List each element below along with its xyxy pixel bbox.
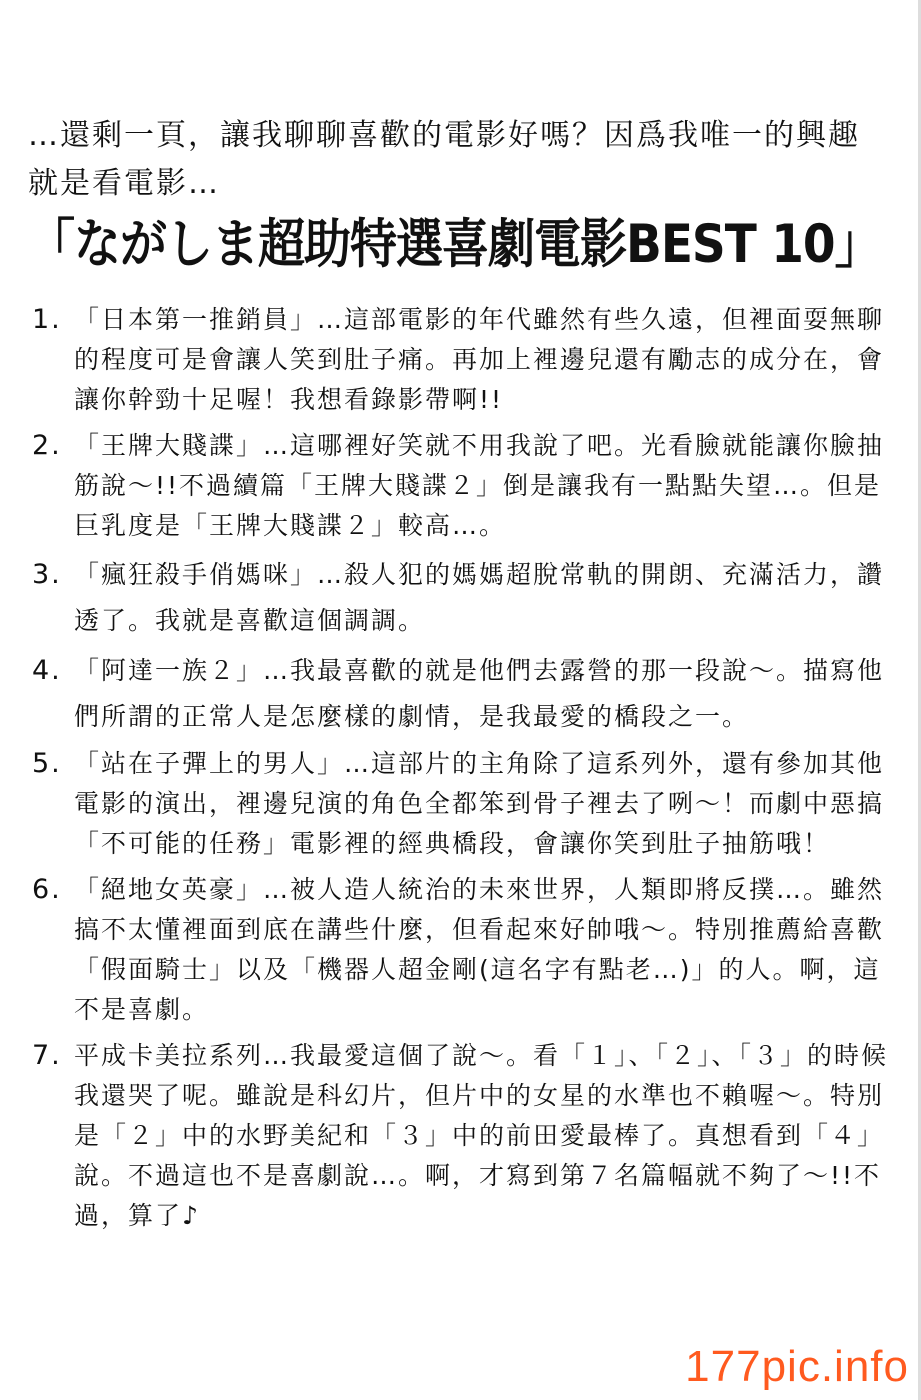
item-text: 「王牌大賤諜」…這哪裡好笑就不用我說了吧。光看臉就能讓你臉抽筋說～!!不過續篇「王牌大賤諜２」倒是讓我有一點點失望…。但是巨乳度是「王牌大賤諜２」較高…。 [74,431,885,540]
item-number: 4. [32,655,62,686]
item-text: 「阿達一族２」…我最喜歡的就是他們去露營的那一段說～。描寫他們所謂的正常人是怎麼樣的劇情，是我最愛的橋段之一。 [74,656,885,731]
item-number: 1. [32,304,62,335]
list-item [32,870,892,1030]
intro-text: …還剩一頁，讓我聊聊喜歡的電影好嗎？因爲我唯一的興趣就是看電影… [28,118,860,201]
item-text: 「站在子彈上的男人」…這部片的主角除了這系列外，還有參加其他電影的演出，裡邊兒演的角色全都笨到骨子裡去了咧～！而劇中惡搞「不可能的任務」電影裡的經典橋段，會讓你笑到肚子抽筋哦！ [74,749,885,858]
item-number: 2. [32,430,62,461]
ranking-list [32,300,892,1242]
list-item [32,300,892,420]
item-text: 「絕地女英豪」…被人造人統治的未來世界，人類即將反撲…。雖然搞不太懂裡面到底在講些什麼，但看起來好帥哦～。特別推薦給喜歡「假面騎士」以及「機器人超金剛(這名字有點老…)」的人。啊，這不是喜劇。 [74,875,885,1024]
list-item [32,648,892,740]
list-item [32,426,892,546]
list-item [32,552,892,644]
list-item [32,1036,892,1236]
watermark-link[interactable]: 177pic.info [685,1342,909,1391]
item-text: 「日本第一推銷員」…這部電影的年代雖然有些久遠，但裡面耍無聊的程度可是會讓人笑到肚子痛。再加上裡邊兒還有勵志的成分在，會讓你幹勁十足喔！我想看錄影帶啊!! [74,305,885,414]
item-text: 平成卡美拉系列…我最愛這個了說～。看「１」、「２」、「３」的時候我還哭了呢。雖說是科幻片，但片中的女星的水準也不賴喔～。特別是「２」中的水野美紀和「３」中的前田愛最棒了。真想看到「４」說。不過這也不是喜劇說…。啊，才寫到第７名篇幅就不夠了～!!不過，算了♪ [74,1041,889,1230]
page-title: 「ながしま超助特選喜劇電影BEST 10」 [28,213,881,276]
item-number: 5. [32,748,62,779]
item-number: 6. [32,874,62,905]
item-number: 3. [32,559,62,590]
item-text: 「瘋狂殺手俏媽咪」…殺人犯的媽媽超脫常軌的開朗、充滿活力，讚透了。我就是喜歡這個調調。 [74,560,885,635]
list-item [32,744,892,864]
item-number: 7. [32,1040,62,1071]
